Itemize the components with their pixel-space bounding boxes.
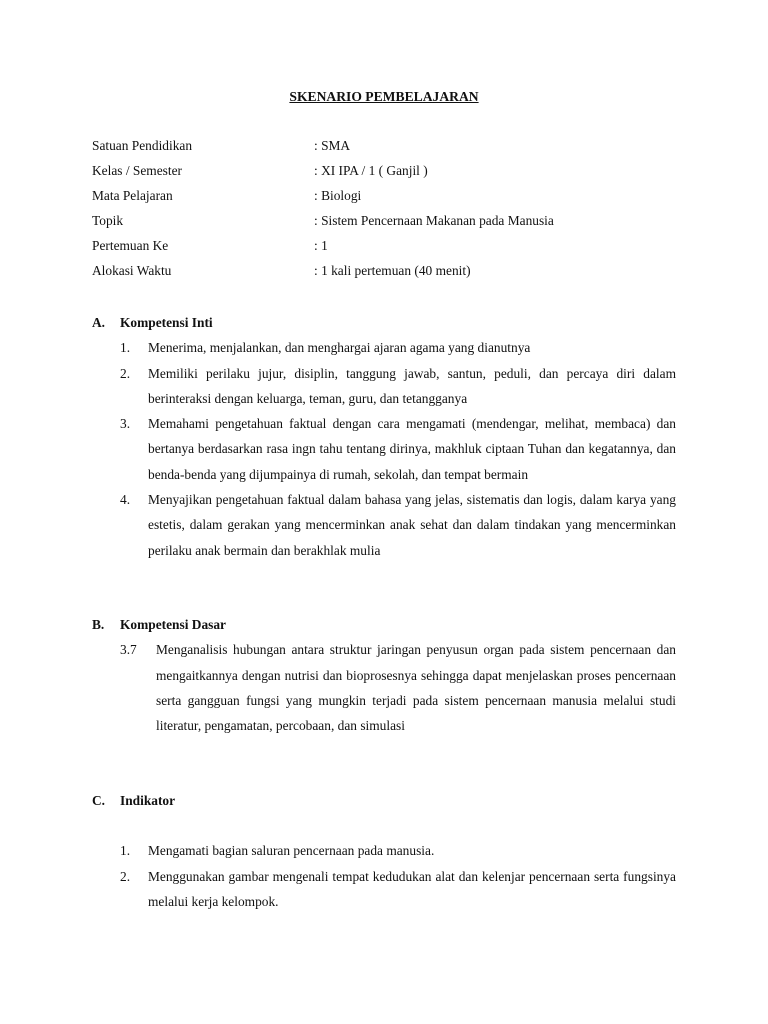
info-value: : Sistem Pencernaan Makanan pada Manusia [314, 213, 554, 228]
spacer [92, 813, 676, 838]
list-item [92, 487, 676, 563]
section-letter: B. [92, 617, 105, 632]
info-label: Pertemuan Ke [92, 238, 169, 253]
item-text: Menggunakan gambar mengenali tempat kedudukan alat dan kelenjar pencernaan serta fungsinya melalui kerja kelompok. [148, 868, 676, 909]
list-item [92, 864, 676, 915]
section-title: Kompetensi Inti [120, 315, 213, 330]
info-table [92, 136, 692, 286]
info-label: Topik [92, 213, 124, 228]
item-text: Menganalisis hubungan antara struktur jaringan penyusun organ pada sistem pencernaan dan mengaitkannya dengan nutrisi dan bioprosesnya sehingga dapat menjelaskan proses pencernaan serta gangguan fungsi yang mungkin terjadi pada sistem pencernaan manusia melalui studi literatur, pengamatan, percobaan, dan simulasi [156, 642, 676, 734]
info-row [92, 161, 692, 186]
info-row [92, 186, 692, 211]
section-letter: C. [92, 793, 106, 808]
section-letter: A. [92, 315, 106, 330]
list-item [92, 411, 676, 487]
item-text: Mengamati bagian saluran pencernaan pada manusia. [148, 843, 435, 859]
item-number: 3. [120, 416, 131, 432]
info-row [92, 261, 692, 286]
item-text: Menerima, menjalankan, dan menghargai ajaran agama yang dianutnya [148, 340, 531, 356]
kompetensi-dasar-item [92, 637, 676, 738]
item-number: 1. [120, 843, 131, 859]
indikator-list [92, 838, 676, 914]
info-value: : 1 [314, 238, 328, 253]
section-indikator [92, 788, 676, 914]
kompetensi-inti-list [92, 335, 676, 563]
section-title: Indikator [120, 793, 176, 808]
info-row [92, 136, 692, 161]
item-text: Menyajikan pengetahuan faktual dalam bahasa yang jelas, sistematis dan logis, dalam karya yang estetis, dalam gerakan yang mencerminkan anak sehat dan dalam tindakan yang mencerminkan perilaku anak bermain dan berakhlak mulia [148, 492, 676, 558]
list-item [92, 361, 676, 412]
item-number: 2. [120, 868, 131, 884]
document-title: SKENARIO PEMBELAJARAN [289, 89, 479, 104]
info-row [92, 236, 692, 261]
item-text: Memiliki perilaku jujur, disiplin, tanggung jawab, santun, peduli, dan percaya diri dalam berinteraksi dengan keluarga, teman, guru, dan tetangganya [148, 365, 676, 406]
item-number: 2. [120, 365, 131, 381]
info-row [92, 211, 692, 236]
info-value: : XI IPA / 1 ( Ganjil ) [314, 163, 428, 178]
info-label: Alokasi Waktu [92, 263, 172, 278]
item-text: Memahami pengetahuan faktual dengan cara mengamati (mendengar, melihat, membaca) dan bertanya berdasarkan rasa ingn tahu tentang dirinya, makhluk ciptaan Tuhan dan kegatannya, dan benda-benda yang dijumpainya di rumah, sekolah, dan tempat bermain [148, 416, 676, 482]
section-heading [92, 612, 676, 637]
list-item [92, 335, 676, 360]
info-label: Kelas / Semester [92, 163, 182, 178]
info-value: : Biologi [314, 188, 362, 203]
section-title: Kompetensi Dasar [120, 617, 227, 632]
item-number: 3.7 [120, 642, 137, 658]
section-kompetensi-inti [92, 310, 676, 563]
list-item [92, 838, 676, 863]
item-number: 4. [120, 492, 131, 508]
section-heading [92, 310, 676, 335]
info-value: : SMA [314, 138, 351, 153]
item-number: 1. [120, 340, 131, 356]
section-kompetensi-dasar [92, 612, 676, 738]
info-label: Satuan Pendidikan [92, 138, 193, 153]
section-heading [92, 788, 676, 813]
info-label: Mata Pelajaran [92, 188, 173, 203]
info-value: : 1 kali pertemuan (40 menit) [314, 263, 471, 278]
